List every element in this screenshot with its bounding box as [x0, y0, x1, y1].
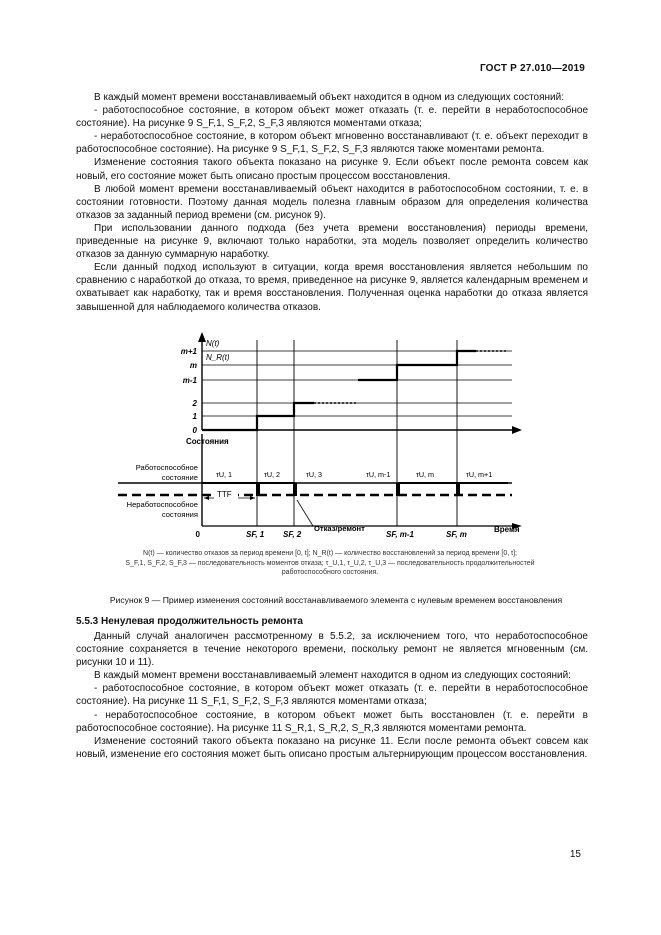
y-tick-label: m: [189, 361, 197, 370]
paragraph: В любой момент времени восстанавливаемый объект находится в работоспособном состоянии, т. е. в состоянии готовности. Поэтому данная модель полезна главным образом для определения количества отказов за заданный период времени (см. рисунок 9).: [76, 183, 588, 221]
y-tick-label: 1: [192, 412, 197, 421]
y-axis-arrow: [198, 332, 206, 342]
paragraph: Изменение состояния такого объекта показано на рисунке 9. Если объект после ремонта совсем как новый, его состояние может быть описано простым процессом восстановления.: [76, 157, 588, 182]
y-tick-label: 2: [192, 399, 197, 408]
y-tick-labels: [181, 347, 198, 435]
failure-repair-label: Отказ/ремонт: [314, 524, 365, 533]
x-axis-top-arrow: [512, 426, 522, 434]
state-up-label: Работоспособное: [135, 463, 198, 472]
paragraph: - неработоспособное состояние, в котором объект мгновенно восстанавливают (т. е. объект переходит в работоспособное состояние). На рисунке 9 S_F,1, S_F,2, S_F,3 являются также моментами ремонта.: [76, 131, 588, 156]
page-number: 15: [569, 849, 581, 860]
event-verticals: [257, 340, 457, 526]
y-tick-label: m-1: [182, 376, 197, 385]
event-label: SF, 1: [246, 530, 265, 539]
paragraph: Данный случай аналогичен рассмотренному в 5.5.2, за исключением того, что неработоспособное состояние сохраняется в течение некоторого времени, поскольку ремонт не является мгновенным (см. рисунки 10 и 11).: [76, 631, 588, 669]
figure-legend: [40, 549, 620, 578]
event-label: SF, m-1: [386, 530, 415, 539]
step-curve: [202, 351, 476, 430]
tau-label: τU, m+1: [466, 470, 493, 479]
tau-label: τU, 3: [306, 470, 323, 479]
tau-label: τU, 2: [264, 470, 281, 479]
paragraph: - работоспособное состояние, в котором объект может отказать (т. е. перейти в неработоспособное состояние). На рисунке 9 S_F,1, S_F,2, S_F,3 являются моментами отказа;: [76, 105, 588, 130]
tau-label: τU, m-1: [366, 470, 391, 479]
figure-9: [76, 330, 536, 542]
y-tick-label: 0: [192, 426, 197, 435]
paragraph: В каждый момент времени восстанавливаемый элемент находится в одном из следующих состояний:: [94, 670, 571, 682]
y-tick-label: m+1: [180, 347, 197, 356]
tau-label: τU, m: [416, 470, 435, 479]
state-up-label: состояние: [161, 473, 198, 482]
paragraph: В каждый момент времени восстанавливаемый объект находится в одном из следующих состояний:: [94, 92, 564, 103]
paragraph: При использовании данного подхода (без учета времени восстановления) периоды времени, приведенные на рисунке 9, включают только наработки, эта модель позволяет определить количество отказов за данную суммарную наработку.: [76, 222, 588, 261]
paragraph: Изменение состояний такого объекта показано на рисунке 11. Если после ремонта объект совсем как новый, изменение его состояния может быть описано простым альтернирующим процессом восстановления.: [76, 735, 588, 760]
paragraph: - работоспособное состояние, в котором объект может отказать (т. е. перейти в неработоспособное состояние). На рисунке 11 S_F,1, S_F,2, S_F,3 являются моментами отказа;: [76, 683, 588, 708]
state-axis-label: Состояния: [186, 437, 229, 446]
intro-text: [76, 91, 588, 314]
state-down-label: Неработоспособное: [126, 500, 198, 509]
paragraph: Если данный подход используют в ситуации, когда время восстановления является небольшим по сравнению с наработкой до отказа, то время, приведенное на рисунке 9, является календарным временем и охватывает как наработку, так и время восстановления. Полученная оценка наработки до отказа является завышенной для наблюдаемого количества отказов.: [76, 262, 588, 313]
tau-label: τU, 1: [216, 470, 233, 479]
document-header: ГОСТ Р 27.010—2019: [479, 63, 585, 74]
step-curve-dotted: [314, 351, 508, 403]
nt-label: N(t): [206, 339, 220, 348]
legend-line: N(t) — количество отказов за период времени [0, t]; N_R(t) — количество восстановлений за период времени [0, t];: [143, 550, 517, 557]
event-label: SF, 2: [283, 530, 302, 539]
time-label: Время: [494, 525, 520, 534]
state-down-label: состояния: [161, 510, 198, 519]
state-pulses: [202, 483, 508, 495]
origin-label: 0: [195, 530, 200, 539]
nrt-label: N_R(t): [206, 353, 230, 362]
figure-caption: Рисунок 9 — Пример изменения состояний восстанавливаемого элемента с нулевым временем восстановления: [109, 595, 563, 605]
level-lines: [202, 351, 512, 416]
legend-line: работоспособного состояния.: [281, 569, 379, 576]
legend-line: S_F,1, S_F,2, S_F,3 — последовательность моментов отказа; τ_U,1, τ_U,2, τ_U,3 — последовательность продолжительностей: [125, 559, 535, 567]
paragraph: - неработоспособное состояние, в котором объект может быть восстановлен (т. е. перейти в работоспособное состояние). На рисунке 11 S_R,1, S_R,2, S_R,3 являются моментами ремонта.: [76, 709, 588, 734]
section-text: [76, 630, 588, 761]
section-title: 5.5.3 Ненулевая продолжительность ремонта: [76, 616, 303, 627]
ttf-label: TTF: [217, 490, 232, 499]
event-label: SF, m: [446, 530, 467, 539]
